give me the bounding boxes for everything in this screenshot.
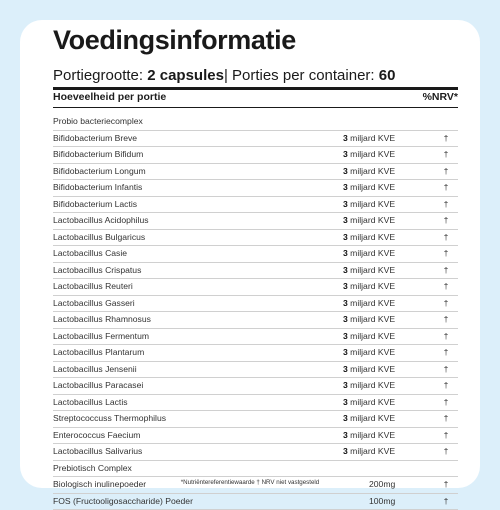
amount-number: 3	[343, 314, 348, 324]
nrv-not-established-mark: †	[434, 279, 458, 295]
nrv-not-established-mark: †	[434, 477, 458, 493]
ingredient-amount	[343, 296, 395, 312]
amount-number: 3	[343, 281, 348, 291]
ingredient-row	[53, 395, 458, 412]
amount-unit: miljard KVE	[348, 314, 395, 324]
ingredient-amount	[343, 230, 395, 246]
ingredient-amount	[343, 444, 395, 460]
ingredient-row	[53, 296, 458, 313]
amount-number: 3	[343, 413, 348, 423]
ingredient-row	[53, 428, 458, 445]
nrv-not-established-mark: †	[434, 246, 458, 262]
amount-unit: miljard KVE	[348, 149, 395, 159]
nrv-not-established-mark: †	[434, 180, 458, 196]
ingredient-name: Lactobacillus Rhamnosus	[53, 312, 151, 328]
ingredient-name: FOS (Fructooligosaccharide) Poeder	[53, 494, 193, 510]
ingredient-amount	[343, 263, 395, 279]
nrv-not-established-mark: †	[434, 494, 458, 510]
ingredient-row	[53, 329, 458, 346]
ingredient-name: Lactobacillus Paracasei	[53, 378, 143, 394]
nrv-not-established-mark: †	[434, 197, 458, 213]
ingredient-name: Bifidobacterium Longum	[53, 164, 146, 180]
servings-per-container-value: 60	[379, 67, 396, 84]
ingredient-name: Lactobacillus Gasseri	[53, 296, 135, 312]
ingredient-amount	[343, 428, 395, 444]
ingredient-amount	[343, 395, 395, 411]
ingredient-name: Lactobacillus Casie	[53, 246, 127, 262]
nutrition-facts-card	[20, 20, 480, 488]
ingredient-amount: 100mg	[369, 494, 395, 510]
nrv-not-established-mark: †	[434, 263, 458, 279]
amount-number: 3	[343, 215, 348, 225]
ingredient-amount	[343, 213, 395, 229]
amount-unit: miljard KVE	[348, 265, 395, 275]
ingredient-row	[53, 213, 458, 230]
amount-unit: miljard KVE	[348, 413, 395, 423]
ingredient-row	[53, 362, 458, 379]
ingredient-name: Lactobacillus Reuteri	[53, 279, 133, 295]
ingredient-row	[53, 230, 458, 247]
section-header-row	[53, 114, 458, 131]
amount-unit: miljard KVE	[348, 232, 395, 242]
amount-unit: miljard KVE	[348, 182, 395, 192]
amount-unit: miljard KVE	[348, 380, 395, 390]
amount-number: 3	[343, 248, 348, 258]
ingredient-amount	[343, 411, 395, 427]
nrv-header: %NRV*	[423, 91, 458, 103]
ingredient-row	[53, 180, 458, 197]
amount-number: 3	[343, 232, 348, 242]
ingredient-amount	[343, 131, 395, 147]
amount-number: 3	[343, 149, 348, 159]
nrv-not-established-mark: †	[434, 230, 458, 246]
nrv-not-established-mark: †	[434, 411, 458, 427]
nrv-not-established-mark: †	[434, 296, 458, 312]
nrv-not-established-mark: †	[434, 378, 458, 394]
amount-unit: miljard KVE	[348, 430, 395, 440]
serving-size-value: 2 capsules	[147, 67, 224, 84]
section-header-row	[53, 461, 458, 478]
amount-unit: miljard KVE	[348, 133, 395, 143]
ingredient-name: Lactobacillus Bulgaricus	[53, 230, 145, 246]
nrv-not-established-mark: †	[434, 213, 458, 229]
ingredient-name: Lactobacillus Jensenii	[53, 362, 137, 378]
amount-number: 3	[343, 265, 348, 275]
nrv-not-established-mark: †	[434, 131, 458, 147]
ingredient-row	[53, 312, 458, 329]
ingredient-amount	[343, 362, 395, 378]
section-name: Probio bacteriecomplex	[53, 114, 143, 130]
ingredient-row	[53, 197, 458, 214]
footnote: *Nutriëntereferentiewaarde † NRV niet vastgesteld	[20, 479, 480, 486]
ingredient-name: Lactobacillus Acidophilus	[53, 213, 149, 229]
ingredient-amount	[343, 180, 395, 196]
ingredient-row	[53, 279, 458, 296]
amount-unit: miljard KVE	[348, 331, 395, 341]
ingredient-name: Biologisch inulinepoeder	[53, 477, 146, 493]
nrv-not-established-mark: †	[434, 147, 458, 163]
amount-unit: miljard KVE	[348, 248, 395, 258]
ingredient-amount	[343, 246, 395, 262]
ingredient-amount	[343, 329, 395, 345]
ingredient-name: Enterococcus Faecium	[53, 428, 140, 444]
amount-unit: miljard KVE	[348, 215, 395, 225]
ingredient-name: Bifidobacterium Breve	[53, 131, 137, 147]
ingredient-name: Lactobacillus Crispatus	[53, 263, 141, 279]
ingredient-amount	[343, 279, 395, 295]
ingredient-list	[53, 114, 458, 510]
ingredient-row	[53, 345, 458, 362]
ingredient-row	[53, 164, 458, 181]
amount-number: 3	[343, 182, 348, 192]
ingredient-amount	[343, 164, 395, 180]
amount-number: 3	[343, 397, 348, 407]
ingredient-amount	[343, 147, 395, 163]
nrv-not-established-mark: †	[434, 444, 458, 460]
amount-number: 3	[343, 166, 348, 176]
ingredient-name: Lactobacillus Lactis	[53, 395, 128, 411]
divider-thin	[53, 107, 458, 108]
page-title: Voedingsinformatie	[53, 25, 458, 55]
amount-number: 3	[343, 446, 348, 456]
nrv-not-established-mark: †	[434, 395, 458, 411]
amount-unit: miljard KVE	[348, 364, 395, 374]
amount-per-serving-header: Hoeveelheid per portie	[53, 91, 166, 103]
nrv-not-established-mark: †	[434, 164, 458, 180]
ingredient-name: Lactobacillus Salivarius	[53, 444, 142, 460]
ingredient-amount	[343, 312, 395, 328]
section-name: Prebiotisch Complex	[53, 461, 132, 477]
ingredient-row	[53, 378, 458, 395]
ingredient-amount: 200mg	[369, 477, 395, 493]
ingredient-row	[53, 411, 458, 428]
ingredient-amount	[343, 345, 395, 361]
amount-unit: miljard KVE	[348, 199, 395, 209]
ingredient-name: Bifidobacterium Bifidum	[53, 147, 143, 163]
amount-number: 3	[343, 430, 348, 440]
ingredient-row	[53, 131, 458, 148]
nrv-not-established-mark: †	[434, 329, 458, 345]
serving-size-label: Portiegrootte:	[53, 67, 147, 84]
amount-number: 3	[343, 199, 348, 209]
amount-unit: miljard KVE	[348, 281, 395, 291]
ingredient-name: Lactobacillus Plantarum	[53, 345, 144, 361]
amount-number: 3	[343, 133, 348, 143]
amount-unit: miljard KVE	[348, 166, 395, 176]
nrv-not-established-mark: †	[434, 345, 458, 361]
ingredient-amount	[343, 197, 395, 213]
ingredient-name: Bifidobacterium Lactis	[53, 197, 137, 213]
amount-number: 3	[343, 331, 348, 341]
ingredient-name: Lactobacillus Fermentum	[53, 329, 149, 345]
nrv-not-established-mark: †	[434, 362, 458, 378]
ingredient-row	[53, 444, 458, 461]
amount-number: 3	[343, 364, 348, 374]
ingredient-row	[53, 263, 458, 280]
amount-number: 3	[343, 298, 348, 308]
nrv-not-established-mark: †	[434, 312, 458, 328]
ingredient-row	[53, 494, 458, 510]
nrv-not-established-mark: †	[434, 428, 458, 444]
amount-number: 3	[343, 380, 348, 390]
amount-unit: miljard KVE	[348, 298, 395, 308]
ingredient-amount	[343, 378, 395, 394]
ingredient-name: Bifidobacterium Infantis	[53, 180, 142, 196]
ingredient-row	[53, 246, 458, 263]
amount-unit: miljard KVE	[348, 397, 395, 407]
amount-unit: miljard KVE	[348, 446, 395, 456]
serving-info	[53, 67, 458, 84]
amount-unit: miljard KVE	[348, 347, 395, 357]
column-header-row	[53, 89, 458, 105]
ingredient-row	[53, 147, 458, 164]
ingredient-name: Streptococcuss Thermophilus	[53, 411, 166, 427]
amount-number: 3	[343, 347, 348, 357]
servings-per-container-label: | Porties per container:	[224, 67, 379, 84]
